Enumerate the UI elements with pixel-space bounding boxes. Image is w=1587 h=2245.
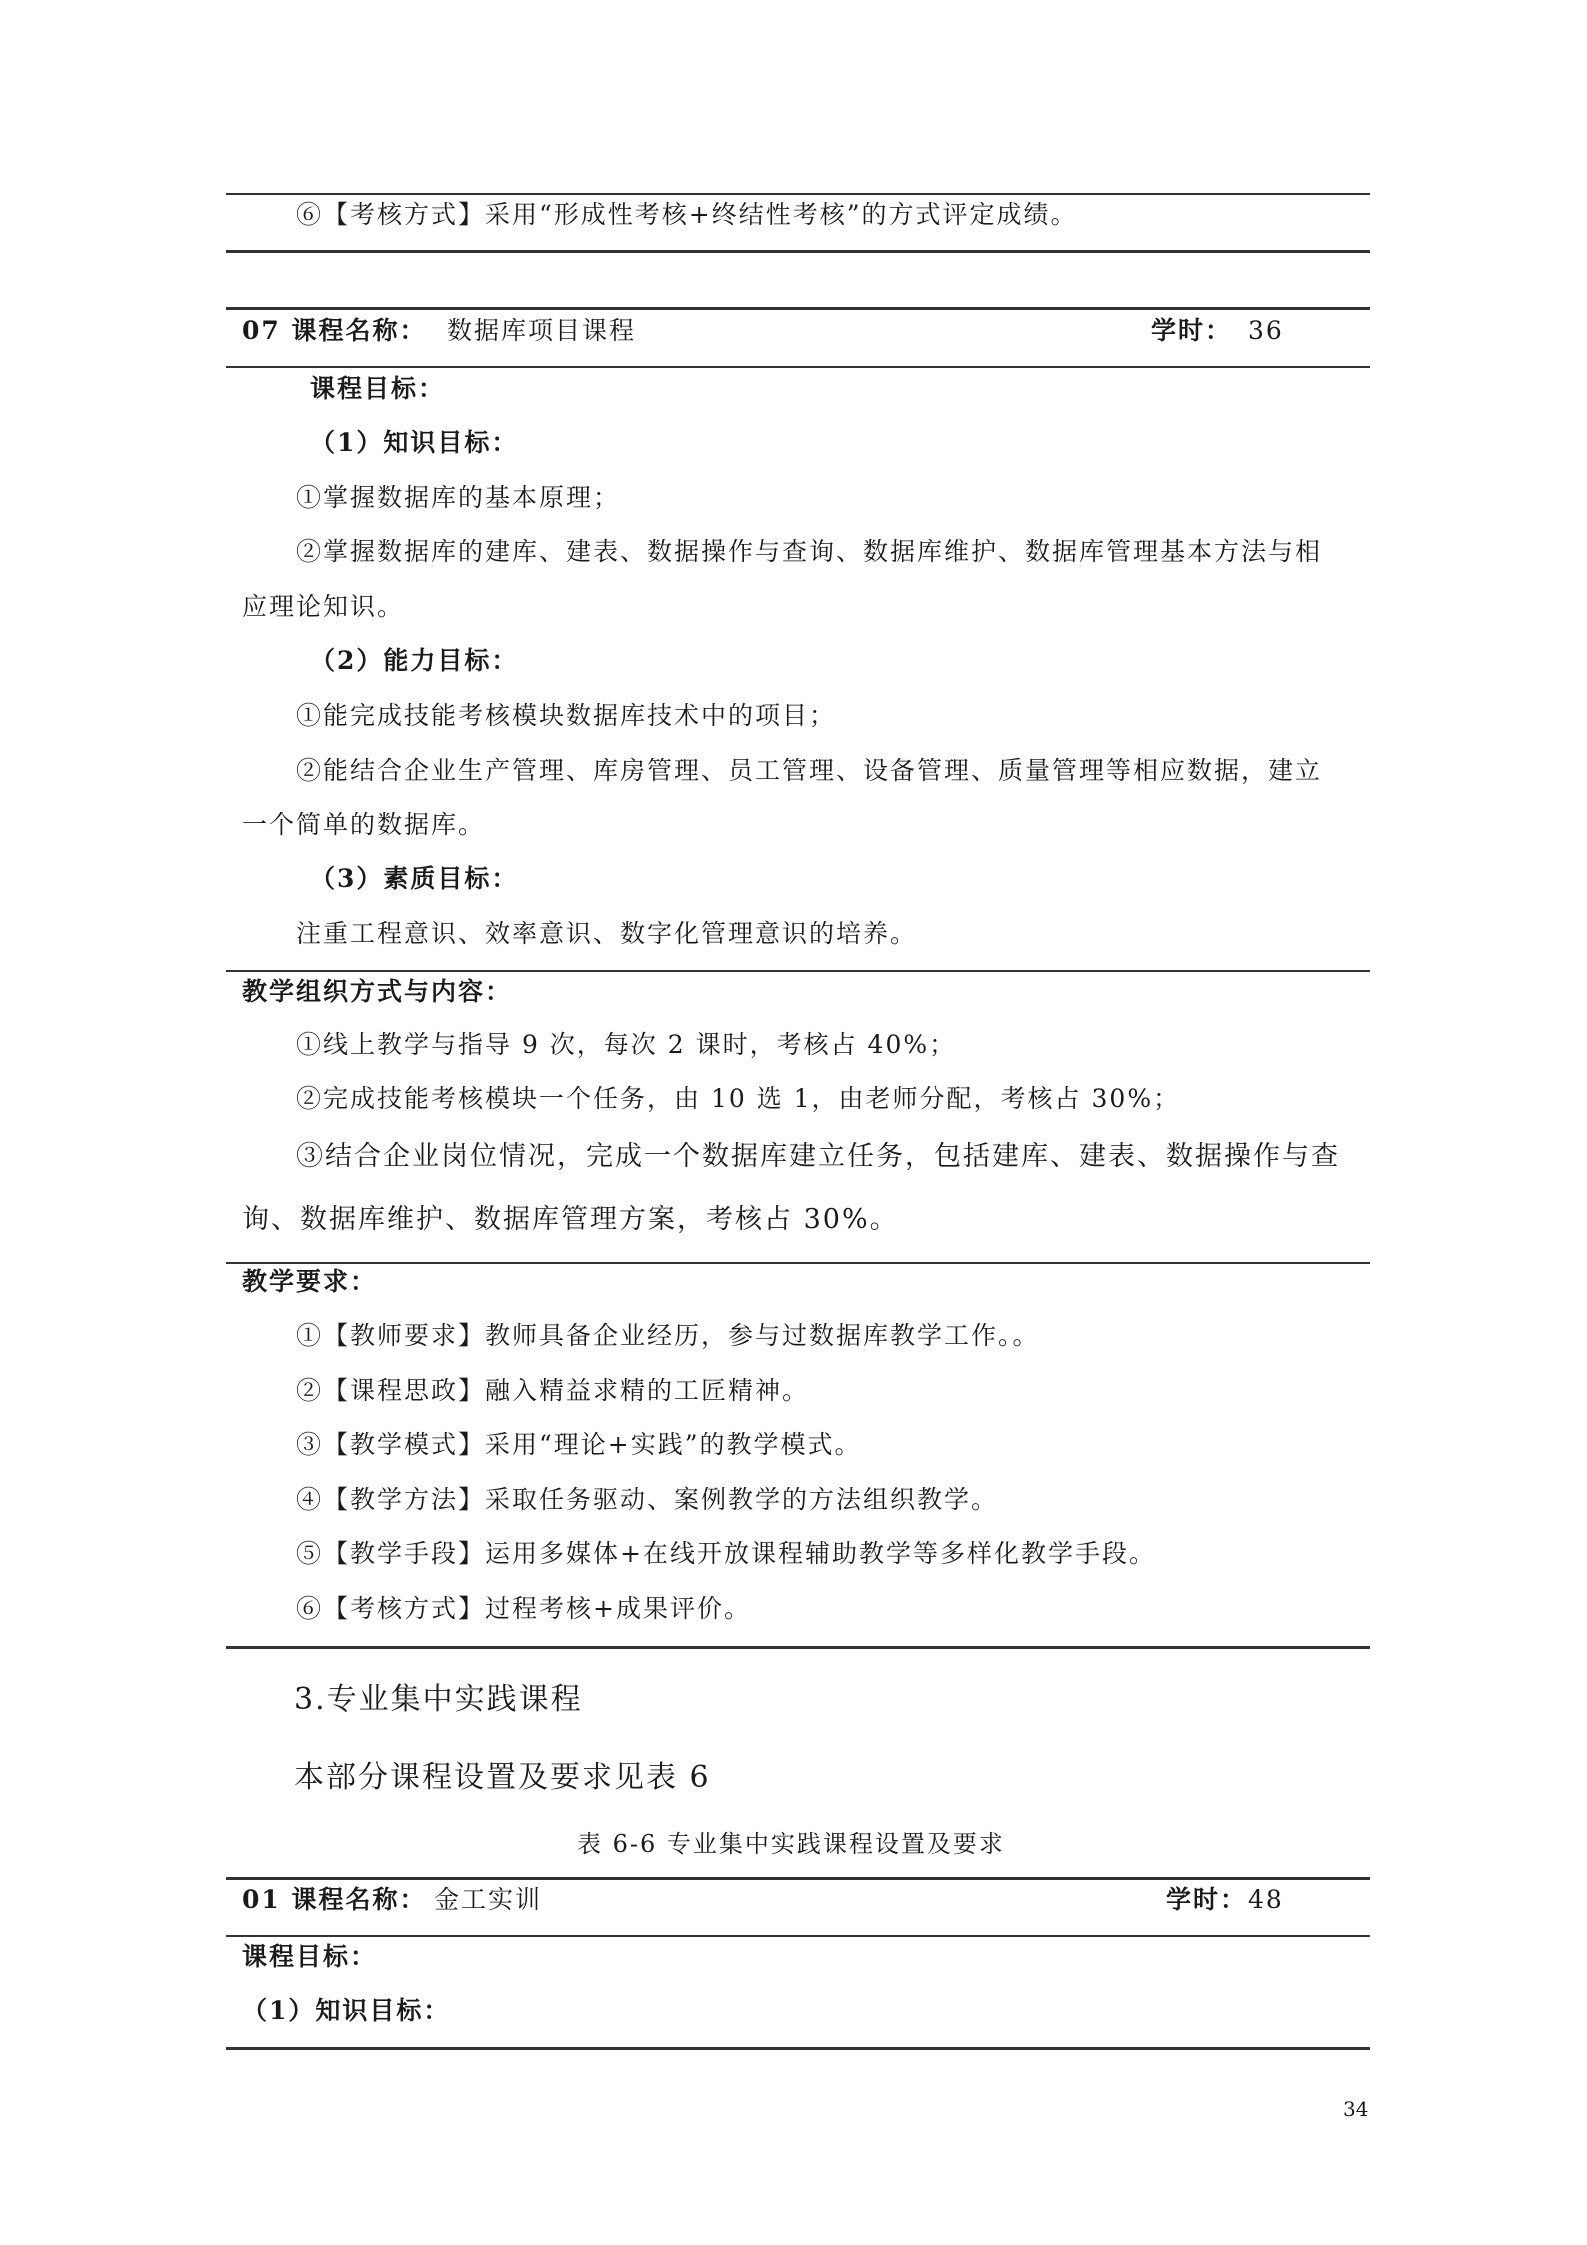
course01-top-rule: [226, 1877, 1370, 1880]
course07-name-label: 07 课程名称：: [242, 316, 427, 345]
course07-quality-1: 注重工程意识、效率意识、数字化管理意识的培养。: [296, 919, 918, 948]
course01-knowledge-heading: （1）知识目标：: [242, 1996, 451, 2025]
course07-org-3b: 询、数据库维护、数据库管理方案，考核占 30%。: [242, 1204, 899, 1235]
course07-top-rule: [226, 307, 1370, 310]
course01-goals-heading: 课程目标：: [242, 1942, 378, 1971]
course07-org-2: ②完成技能考核模块一个任务，由 10 选 1，由老师分配，考核占 30%；: [296, 1084, 1181, 1113]
course07-hours-value: 36: [1248, 316, 1284, 345]
assessment-method-line: ⑥【考核方式】采用“形成性考核+终结性考核”的方式评定成绩。: [296, 200, 1078, 229]
course07-org-heading: 教学组织方式与内容：: [242, 977, 513, 1006]
course07-req-1: ①【教师要求】教师具备企业经历，参与过数据库教学工作。。: [296, 1321, 1040, 1350]
course07-req-2: ②【课程思政】融入精益求精的工匠精神。: [296, 1376, 810, 1405]
table-caption: 表 6-6 专业集中实践课程设置及要求: [577, 1830, 1005, 1858]
course07-req-heading: 教学要求：: [242, 1267, 378, 1296]
course07-quality-heading: （3）素质目标：: [310, 864, 519, 893]
course07-header-rule: [226, 366, 1370, 368]
course07-ability-1: ①能完成技能考核模块数据库技术中的项目；: [296, 701, 837, 730]
course01-hours-label: 学时：: [1166, 1885, 1248, 1914]
section3-intro: 本部分课程设置及要求见表 6: [294, 1760, 711, 1795]
course07-org-bottom-rule: [226, 1262, 1370, 1264]
course01-header-rule: [226, 1935, 1370, 1937]
course07-name-value: 数据库项目课程: [447, 316, 637, 345]
course07-req-5: ⑤【教学手段】运用多媒体+在线开放课程辅助教学等多样化教学手段。: [296, 1539, 1156, 1568]
course07-org-3a: ③结合企业岗位情况，完成一个数据库建立任务，包括建库、建表、数据操作与查: [296, 1141, 1340, 1172]
course07-req-4: ④【教学方法】采取任务驱动、案例教学的方法组织教学。: [296, 1485, 999, 1514]
course01-hours-value: 48: [1248, 1885, 1284, 1914]
page-number: 34: [1343, 2097, 1369, 2121]
course07-knowledge-heading: （1）知识目标：: [310, 428, 519, 457]
course07-goals-heading: 课程目标：: [310, 374, 446, 403]
course07-ability-2a: ②能结合企业生产管理、库房管理、员工管理、设备管理、质量管理等相应数据，建立: [296, 756, 1323, 785]
section3-heading: 3.专业集中实践课程: [294, 1682, 583, 1717]
course07-req-6: ⑥【考核方式】过程考核+成果评价。: [296, 1594, 751, 1623]
course07-req-3: ③【教学模式】采用“理论+实践”的教学模式。: [296, 1430, 862, 1459]
course07-org-1: ①线上教学与指导 9 次，每次 2 课时，考核占 40%；: [296, 1030, 957, 1059]
course07-knowledge-2b: 应理论知识。: [242, 592, 405, 621]
course01-name-value: 金工实训: [434, 1885, 543, 1914]
course01-bottom-rule: [226, 2047, 1370, 2050]
course07-ability-heading: （2）能力目标：: [310, 646, 519, 675]
course07-bottom-rule: [226, 1646, 1370, 1649]
course07-ability-2b: 一个简单的数据库。: [242, 810, 486, 839]
course07-knowledge-2a: ②掌握数据库的建库、建表、数据操作与查询、数据库维护、数据库管理基本方法与相: [296, 537, 1323, 566]
course07-goals-bottom-rule: [226, 970, 1370, 972]
table-bottom-rule: [226, 250, 1370, 253]
course07-hours-label: 学时：: [1151, 316, 1233, 345]
course01-name-label: 01 课程名称：: [242, 1885, 427, 1914]
table-top-rule: [226, 193, 1370, 195]
course07-knowledge-1: ①掌握数据库的基本原理；: [296, 483, 621, 512]
